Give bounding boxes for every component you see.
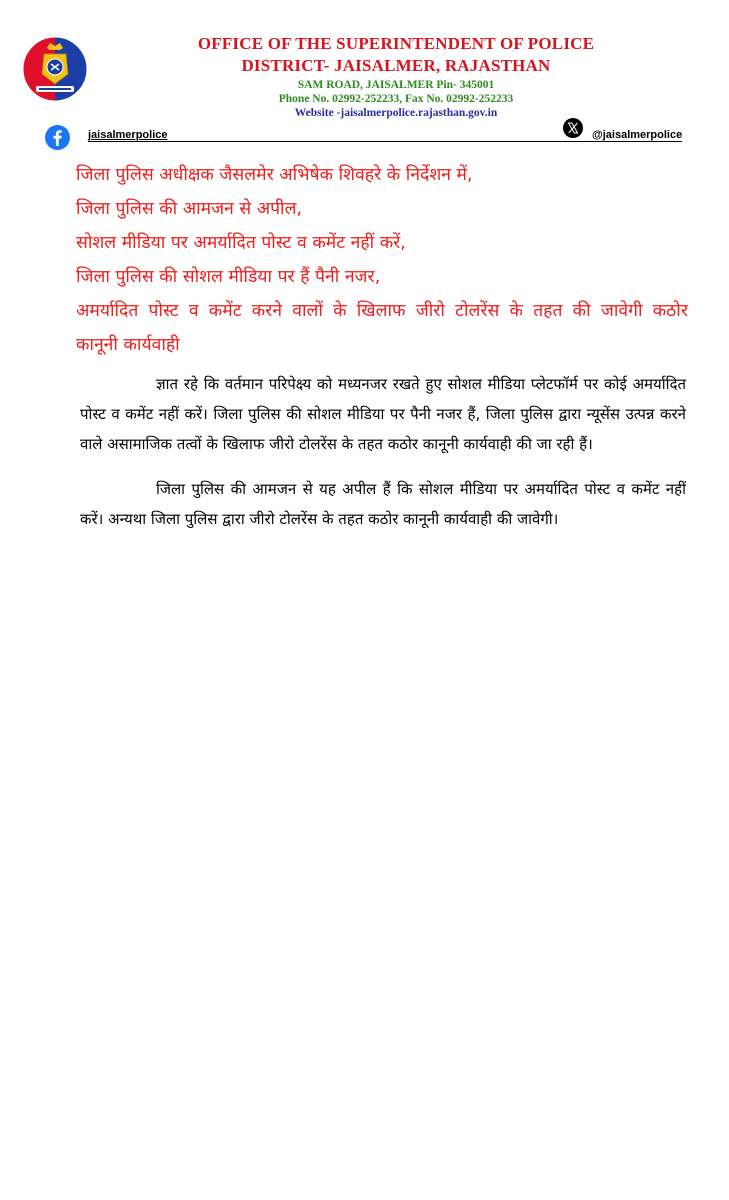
phone-fax: Phone No. 02992-252233, Fax No. 02992-252233 xyxy=(278,93,514,105)
body-paragraph: जिला पुलिस की आमजन से यह अपील हैं कि सोशल मीडिया पर अमर्यादित पोस्ट व कमेंट नहीं करें। अन्यथा जिला पुलिस द्वारा जीरो टोलरेंस के तहत कठोर कानूनी कार्यवाही की जावेगी। xyxy=(80,480,686,528)
rajasthan-police-emblem xyxy=(22,36,88,102)
body-text xyxy=(80,369,686,534)
headline-line: जिला पुलिस अधीक्षक जैसलमेर अभिषेक शिवहरे के निर्देशन में, xyxy=(76,165,473,185)
header-rule xyxy=(88,141,682,142)
body-paragraph: ज्ञात रहे कि वर्तमान परिपेक्ष्य को मध्यनजर रखते हुए सोशल मीडिया प्लेटफॉर्म पर कोई अमर्यादित पोस्ट व कमेंट नहीं करें। जिला पुलिस की सोशल मीडिया पर पैनी नजर हैं, जिला पुलिस द्वारा न्यूसेंस उत्पन्न करने वाले असामाजिक तत्वों के खिलाफ जीरो टोलरेंस के तहत कठोर कानूनी कार्यवाही की जा रही हैं। xyxy=(80,375,686,453)
letterhead xyxy=(96,33,696,120)
headline-line: अमर्यादित पोस्ट व कमेंट करने वालों के खिलाफ जीरो टोलरेंस के तहत की जावेगी कठोर xyxy=(76,301,688,321)
district-title: DISTRICT- JAISALMER, RAJASTHAN xyxy=(241,56,551,75)
headline-block xyxy=(76,158,688,362)
office-address: SAM ROAD, JAISALMER Pin- 345001 xyxy=(297,79,495,91)
facebook-handle: jaisalmerpolice xyxy=(88,129,168,141)
headline-line: कानूनी कार्यवाही xyxy=(76,335,180,355)
x-handle: @jaisalmerpolice xyxy=(592,129,683,141)
headline-line: जिला पुलिस की सोशल मीडिया पर हैं पैनी नजर, xyxy=(76,267,381,287)
headline-line: जिला पुलिस की आमजन से अपील, xyxy=(76,199,303,219)
headline-line: सोशल मीडिया पर अमर्यादित पोस्ट व कमेंट नहीं करें, xyxy=(76,233,406,253)
x-icon xyxy=(563,118,583,138)
website: Website -jaisalmerpolice.rajasthan.gov.in xyxy=(294,107,498,119)
facebook-icon xyxy=(45,125,70,150)
office-title: OFFICE OF THE SUPERINTENDENT OF POLICE xyxy=(197,34,595,53)
